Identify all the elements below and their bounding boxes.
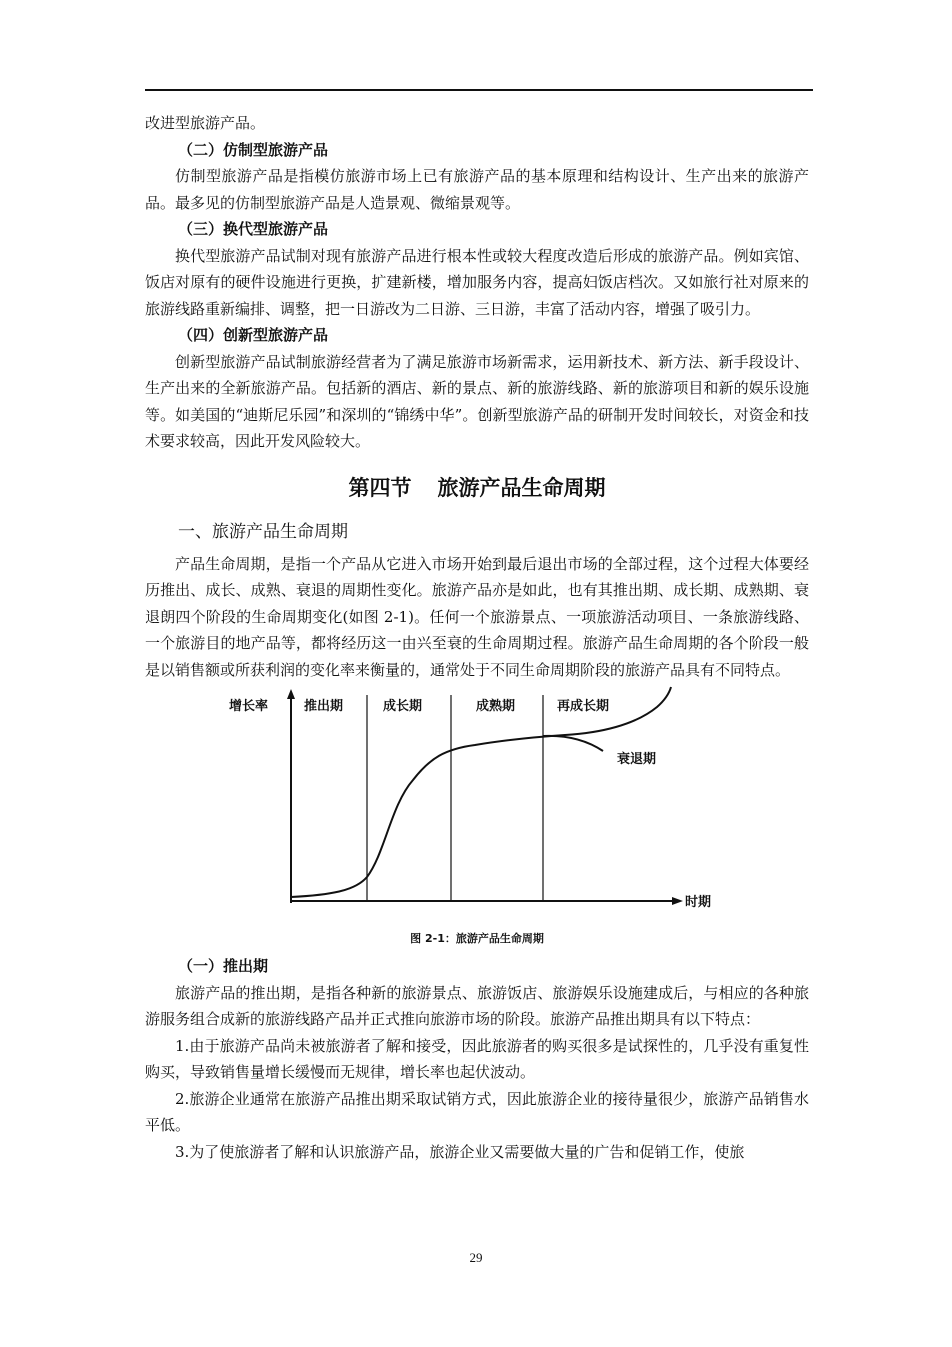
subsection-title: 一、旅游产品生命周期: [178, 521, 348, 542]
decline-label: 衰退期: [617, 752, 657, 767]
stage-label-launch: 推出期: [304, 699, 344, 714]
page-content: [145, 110, 809, 1165]
y-axis-label: 增长率: [229, 699, 269, 714]
heading-imitation: （二）仿制型旅游产品: [178, 140, 329, 159]
para-launch: 旅游产品的推出期，是指各种新的旅游景点、旅游饭店、旅游娱乐设施建成后，与相应的各种旅游服务组合成新的旅游线路产品并正式推向旅游市场的阶段。旅游产品推出期具有以下特点：: [145, 983, 809, 1028]
launch-item-2: 2.旅游企业通常在旅游产品推出期采取试销方式，因此旅游企业的接待量很少，旅游产品销售水平低。: [145, 1089, 809, 1134]
para-innovative: 创新型旅游产品试制旅游经营者为了满足旅游市场新需求，运用新技术、新方法、新手段设计、生产出来的全新旅游产品。包括新的酒店、新的景点、新的旅游线路、新的旅游项目和新的娱乐设施等。如美国的“迪斯尼乐园”和深圳的“锦绣中华”。创新型旅游产品的研制开发时间较长，对资金和技术要求较高，因此开发风险较大。: [145, 352, 809, 450]
x-axis-label: 时期: [685, 895, 712, 910]
para-imitation: 仿制型旅游产品是指模仿旅游市场上已有旅游产品的基本原理和结构设计、生产出来的旅游产品。最多见的仿制型旅游产品是人造景观、微缩景观等。: [145, 167, 809, 212]
lifecycle-figure: [145, 685, 809, 933]
stage-label-maturity: 成熟期: [476, 699, 516, 714]
section-number: 第四节: [348, 474, 412, 500]
stage-label-regrowth: 再成长期: [557, 699, 610, 714]
y-axis-arrow: [287, 689, 295, 699]
section-title: [145, 473, 809, 503]
heading-innovative: （四）创新型旅游产品: [178, 326, 329, 344]
stage-label-growth: 成长期: [383, 699, 423, 714]
launch-item-3: 3.为了使旅游者了解和认识旅游产品，旅游企业又需要做大量的广告和促销工作，使旅: [175, 1142, 745, 1161]
para-lifecycle: 产品生命周期，是指一个产品从它进入市场开始到最后退出市场的全部过程，这个过程大体要经历推出、成长、成熟、衰退的周期性变化。旅游产品亦是如此，也有其推出期、成长期、成熟期、衰退朗四个阶段的生命周期变化(如图 2-1)。任何一个旅游景点、一项旅游活动项目、一条旅游线路、一个旅游目的地产品等，都将经历这一由兴至衰的生命周期过程。旅游产品生命周期的各个阶段一般是以销售额或所获利润的变化率来衡量的，通常处于不同生命周期阶段的旅游产品具有不同特点。: [145, 554, 809, 679]
header-rule: [145, 89, 813, 91]
x-axis-arrow: [672, 897, 683, 905]
intro-line: 改进型旅游产品。: [145, 114, 266, 132]
launch-item-1: 1.由于旅游产品尚未被旅游者了解和接受，因此旅游者的购买很多是试探性的，几乎没有重复性购买，导致销售量增长缓慢而无规律，增长率也起伏波动。: [145, 1036, 809, 1081]
section-name: 旅游产品生命周期: [437, 474, 606, 500]
lifecycle-curve: [291, 687, 671, 897]
para-replacement: 换代型旅游产品试制对现有旅游产品进行根本性或较大程度改造后形成的旅游产品。例如宾馆、饭店对原有的硬件设施进行更换，扩建新楼，增加服务内容，提高妇饭店档次。又如旅行社对原来的旅游线路重新编排、调整，把一日游改为二日游、三日游，丰富了活动内容，增强了吸引力。: [145, 246, 809, 318]
decline-curve: [543, 736, 603, 751]
figure-caption: 图 2-1：旅游产品生命周期: [410, 932, 544, 945]
heading-replacement: （三）换代型旅游产品: [178, 220, 329, 238]
heading-launch: （一）推出期: [178, 957, 269, 975]
page-number: 29: [469, 1250, 483, 1265]
lifecycle-diagram: [145, 685, 809, 933]
